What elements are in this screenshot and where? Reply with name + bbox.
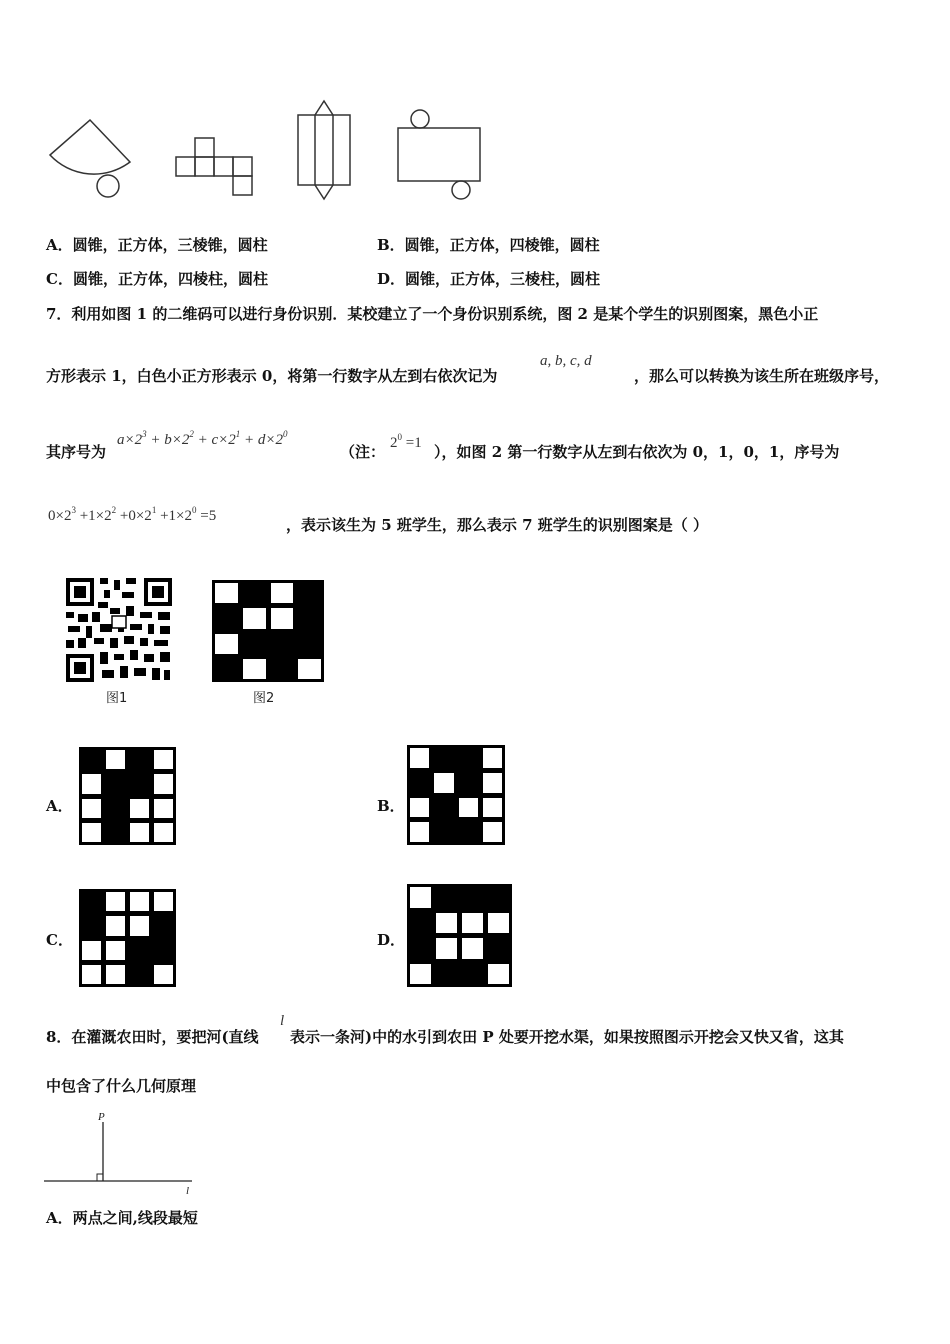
- q8-line2: 中包含了什么几何原理: [46, 1077, 197, 1095]
- black-cell: [270, 633, 295, 655]
- white-cell: [435, 937, 458, 960]
- black-cell: [461, 963, 484, 986]
- prism-net: [298, 101, 350, 199]
- q8-line1-start: 8．在灌溉农田时，要把河(直线: [46, 1028, 259, 1046]
- q7-note-formula: $2^0 =1$: [390, 432, 422, 451]
- fig1-caption: 图1: [106, 691, 128, 706]
- white-cell: [482, 821, 503, 843]
- black-cell: [81, 915, 102, 936]
- q8-option-a[interactable]: A．两点之间,线段最短: [46, 1209, 198, 1227]
- white-cell: [105, 964, 126, 985]
- q7-example-formula: $0\times 2^3 +1\times 2^2 +0\times 2^1 +1\times 2^0 =5$: [48, 505, 217, 524]
- black-cell: [433, 747, 454, 769]
- q7-note-open: （注：: [340, 443, 386, 461]
- white-cell: [214, 633, 239, 655]
- fig2-pattern: [212, 580, 324, 682]
- black-cell: [129, 964, 150, 985]
- white-cell: [153, 891, 174, 912]
- white-cell: [409, 821, 430, 843]
- black-cell: [487, 886, 510, 909]
- black-cell: [153, 915, 174, 936]
- cube-net: [176, 138, 252, 195]
- q7-option-a-label[interactable]: A．: [46, 797, 73, 815]
- white-cell: [270, 582, 295, 604]
- white-cell: [461, 912, 484, 935]
- q6-option-d[interactable]: D．圆锥，正方体，三棱柱，圆柱: [377, 270, 601, 288]
- black-cell: [458, 747, 479, 769]
- white-cell: [409, 886, 432, 909]
- q7-option-c-label[interactable]: C．: [46, 931, 73, 949]
- q7-option-b-label[interactable]: B．: [377, 797, 405, 815]
- black-cell: [214, 607, 239, 629]
- q8-perpendicular-figure: [40, 1108, 210, 1200]
- black-cell: [153, 940, 174, 961]
- black-cell: [435, 886, 458, 909]
- black-cell: [433, 821, 454, 843]
- q7-line4: ，表示该生为 5 班学生，那么表示 7 班学生的识别图案是（ ）: [286, 516, 708, 534]
- white-cell: [153, 773, 174, 794]
- black-cell: [409, 912, 432, 935]
- black-cell: [461, 886, 484, 909]
- right-angle-mark: [97, 1174, 103, 1181]
- white-cell: [435, 912, 458, 935]
- black-cell: [129, 749, 150, 770]
- white-cell: [487, 912, 510, 935]
- white-cell: [129, 822, 150, 843]
- cylinder-net: [398, 110, 480, 199]
- q6-nets-figure: [40, 95, 500, 210]
- white-cell: [242, 607, 267, 629]
- white-cell: [153, 749, 174, 770]
- q7-line1: 7．利用如图 1 的二维码可以进行身份识别．某校建立了一个身份识别系统，图 2 是某个学生的识别图案，黑色小正: [46, 305, 819, 323]
- white-cell: [81, 822, 102, 843]
- q7-line2-start: 方形表示 1，白色小正方形表示 0，将第一行数字从左到右依次记为: [46, 367, 498, 385]
- q8-line-var: l: [280, 1013, 285, 1029]
- white-cell: [129, 891, 150, 912]
- white-cell: [105, 915, 126, 936]
- white-cell: [461, 937, 484, 960]
- white-cell: [409, 963, 432, 986]
- black-cell: [487, 937, 510, 960]
- q6-option-c[interactable]: C．圆锥，正方体，四棱柱，圆柱: [46, 270, 268, 288]
- white-cell: [81, 940, 102, 961]
- black-cell: [433, 797, 454, 819]
- white-cell: [409, 797, 430, 819]
- white-cell: [153, 822, 174, 843]
- white-cell: [458, 797, 479, 819]
- fig2-caption: 图2: [253, 691, 275, 706]
- white-cell: [81, 773, 102, 794]
- black-cell: [242, 582, 267, 604]
- black-cell: [458, 821, 479, 843]
- white-cell: [242, 658, 267, 680]
- q7-vars: a, b, c, d: [540, 353, 592, 369]
- black-cell: [270, 658, 295, 680]
- white-cell: [270, 607, 295, 629]
- black-cell: [214, 658, 239, 680]
- black-cell: [435, 963, 458, 986]
- black-cell: [105, 798, 126, 819]
- white-cell: [153, 964, 174, 985]
- cone-net: [50, 120, 130, 197]
- q7-formula: $a\times 2^3 + b\times 2^2 + c\times 2^1 + d\times 2^0$: [117, 429, 288, 448]
- black-cell: [105, 822, 126, 843]
- black-cell: [409, 772, 430, 794]
- q6-option-a[interactable]: A．圆锥，正方体，三棱锥，圆柱: [46, 236, 268, 254]
- black-cell: [81, 749, 102, 770]
- q7-line3-start: 其序号为: [46, 443, 107, 461]
- point-p-label: P: [98, 1111, 105, 1123]
- white-cell: [129, 915, 150, 936]
- q7-option-c-pattern[interactable]: [79, 889, 176, 987]
- black-cell: [297, 582, 322, 604]
- q8-line1-end: 表示一条河)中的水引到农田 P 处要开挖水渠，如果按照图示开挖会又快又省，这其: [290, 1028, 844, 1046]
- white-cell: [129, 798, 150, 819]
- black-cell: [129, 940, 150, 961]
- white-cell: [409, 747, 430, 769]
- white-cell: [482, 772, 503, 794]
- q7-option-b-pattern[interactable]: [407, 745, 505, 845]
- line-l-label: l: [186, 1185, 190, 1197]
- q7-option-d-pattern[interactable]: [407, 884, 512, 987]
- black-cell: [458, 772, 479, 794]
- white-cell: [81, 798, 102, 819]
- white-cell: [105, 940, 126, 961]
- black-cell: [242, 633, 267, 655]
- white-cell: [81, 964, 102, 985]
- black-cell: [105, 773, 126, 794]
- white-cell: [487, 963, 510, 986]
- q6-option-b[interactable]: B．圆锥，正方体，四棱锥，圆柱: [377, 236, 600, 254]
- black-cell: [81, 891, 102, 912]
- white-cell: [433, 772, 454, 794]
- white-cell: [297, 658, 322, 680]
- black-cell: [297, 607, 322, 629]
- q7-line2-end: ，那么可以转换为该生所在班级序号，: [634, 367, 890, 385]
- black-cell: [129, 773, 150, 794]
- q7-option-a-pattern[interactable]: [79, 747, 176, 845]
- white-cell: [482, 797, 503, 819]
- white-cell: [105, 749, 126, 770]
- white-cell: [153, 798, 174, 819]
- qr-code-figure: [64, 576, 174, 684]
- black-cell: [409, 937, 432, 960]
- q7-option-d-label[interactable]: D．: [377, 931, 406, 949]
- white-cell: [482, 747, 503, 769]
- q7-line3-end: ），如图 2 第一行数字从左到右依次为 0，1，0，1，序号为: [434, 443, 840, 461]
- black-cell: [297, 633, 322, 655]
- white-cell: [214, 582, 239, 604]
- white-cell: [105, 891, 126, 912]
